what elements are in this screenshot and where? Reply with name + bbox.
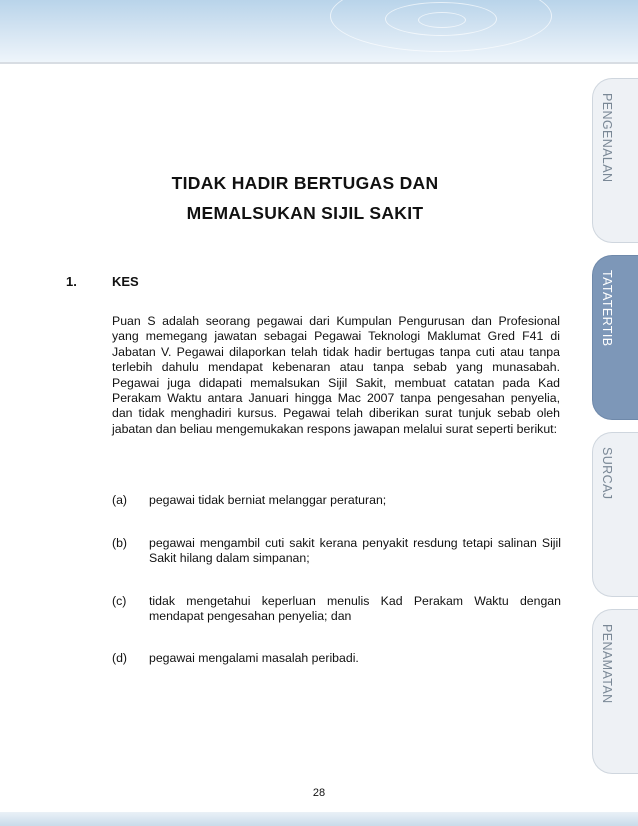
water-ripple-graphic xyxy=(418,12,466,28)
tab-pengenalan-label: PENGENALAN xyxy=(600,93,614,183)
tab-surcaj[interactable] xyxy=(592,432,638,597)
list-item-label: (c) xyxy=(112,594,127,608)
list-item-label: (b) xyxy=(112,536,128,550)
tab-tatatertib[interactable] xyxy=(592,255,638,420)
list-item-text: pegawai mengalami masalah peribadi. xyxy=(149,651,359,665)
header-divider xyxy=(0,62,638,64)
page-title-line-1: TIDAK HADIR BERTUGAS DAN xyxy=(171,173,439,193)
page-number: 28 xyxy=(312,787,326,799)
tab-pengenalan[interactable] xyxy=(592,78,638,243)
list-item-text: tidak mengetahui keperluan menulis Kad Perakam Waktu dengan mendapat pengesahan penyelia; dan xyxy=(149,594,561,624)
list-item-text: pegawai tidak berniat melanggar peraturan; xyxy=(149,493,387,507)
case-paragraph: Puan S adalah seorang pegawai dari Kumpulan Pengurusan dan Profesional yang memegang jawatan sebagai Pegawai Teknologi Maklumat Gred F41 di Jabatan V. Pegawai dilaporkan telah tidak hadir bertugas tanpa cuti atau tanpa terlebih dahulu mendapat kebenaran atau tanpa sebab yang munasabah. Pegawai juga didapati memalsukan Sijil Sakit, membuat catatan pada Kad Perakam Waktu antara Januari hingga Mac 2007 tanpa pengesahan penyelia, dan tidak menghadiri kursus. Pegawai telah diberikan surat tunjuk sebab oleh jabatan dan beliau mengemukakan respons jawapan melalui surat seperti berikut: xyxy=(112,314,560,436)
list-item-label: (a) xyxy=(112,493,128,507)
page-title xyxy=(130,168,480,228)
list-item-text: pegawai mengambil cuti sakit kerana penyakit resdung tetapi salinan Sijil Sakit hilang dalam simpanan; xyxy=(149,536,561,566)
section-number: 1. xyxy=(66,274,77,289)
footer-water-band xyxy=(0,812,638,826)
tab-surcaj-label: SURCAJ xyxy=(600,447,614,500)
tab-penamatan-label: PENAMATAN xyxy=(600,624,614,704)
page-title-line-2: MEMALSUKAN SIJIL SAKIT xyxy=(186,203,424,223)
list-item-label: (d) xyxy=(112,651,128,665)
tab-tatatertib-label: TATATERTIB xyxy=(600,270,614,347)
header-water-banner xyxy=(0,0,638,62)
section-heading: KES xyxy=(112,274,139,289)
tab-penamatan[interactable] xyxy=(592,609,638,774)
